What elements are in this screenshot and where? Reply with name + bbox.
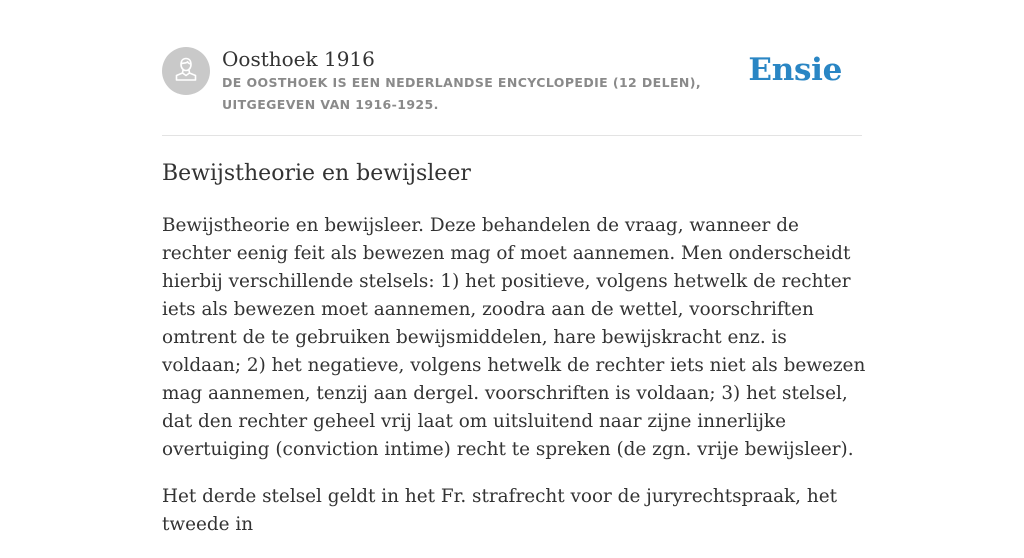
article-paragraph: Het derde stelsel geldt in het Fr. strafrecht voor de juryrechtspraak, het tweede in bbox=[162, 486, 837, 535]
header-divider bbox=[162, 135, 862, 136]
article-title: Bewijstheorie en bewijsleer bbox=[162, 161, 471, 186]
article-paragraph: Bewijstheorie en bewijsleer. Deze behandelen de vraag, wanneer de rechter eenig feit als bewezen mag of moet aannemen. Men onderscheidt hierbij verschillende stelsels: 1) het positieve, volgens hetwelk de rechter iets als bewezen moet aannemen, zoodra aan de wettel, voorschriften omtrent de te gebruiken bewijsmiddelen, hare bewijskracht enz. is voldaan; 2) het negatieve, volgens hetwelk de rechter iets niet als bewezen mag aannemen, tenzij aan dergel. voorschriften is voldaan; 3) het stelsel, dat den rechter geheel vrij laat om uitsluitend naar zijne innerlijke overtuiging (conviction intime) recht te spreken (de zgn. vrije bewijsleer). bbox=[162, 215, 866, 460]
source-name[interactable]: Oosthoek 1916 bbox=[222, 47, 375, 71]
user-silhouette-icon bbox=[172, 55, 200, 88]
ensie-logo[interactable]: Ensie bbox=[748, 52, 842, 88]
article-body bbox=[162, 212, 866, 558]
source-header bbox=[162, 44, 862, 124]
source-avatar[interactable] bbox=[162, 47, 210, 95]
source-description: DE OOSTHOEK IS EEN NEDERLANDSE ENCYCLOPEDIE (12 DELEN), UITGEGEVEN VAN 1916-1925. bbox=[222, 75, 702, 112]
